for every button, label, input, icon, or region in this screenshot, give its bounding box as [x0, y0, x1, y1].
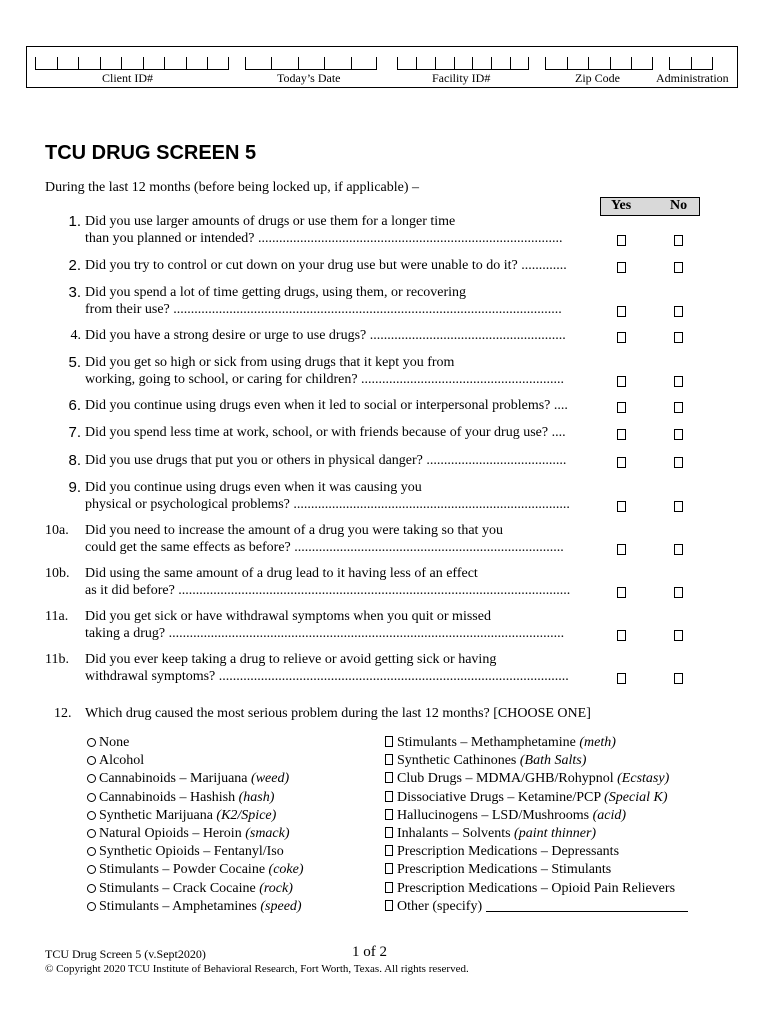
radio-circle-icon[interactable] [87, 902, 96, 911]
drug-option[interactable] [87, 862, 304, 878]
field-tick [121, 57, 122, 69]
question-text: Did you use drugs that put you or others in physical danger? ........................................ [85, 453, 567, 468]
drug-option[interactable] [385, 826, 596, 842]
field-tick [298, 57, 299, 69]
drug-option[interactable] [87, 844, 284, 860]
drug-option[interactable] [385, 862, 611, 878]
checkbox-icon[interactable] [385, 827, 393, 838]
field-tick [610, 57, 611, 69]
field-tick [35, 57, 36, 69]
radio-circle-icon[interactable] [87, 756, 96, 765]
page-title: TCU DRUG SCREEN 5 [45, 142, 257, 164]
page-number: 1 of 2 [352, 944, 387, 960]
yes-header: Yes [611, 198, 632, 213]
radio-circle-icon[interactable] [87, 774, 96, 783]
drug-option-slang: (smack) [245, 826, 290, 841]
drug-option-slang: (hash) [238, 790, 275, 805]
field-tick [588, 57, 589, 69]
question-text-continued: withdrawal symptoms? .................................................................................................... [85, 669, 569, 684]
field-tick [351, 57, 352, 69]
field-tick [245, 57, 246, 69]
drug-option-label: Prescription Medications – Opioid Pain Relievers [397, 881, 676, 896]
drug-option[interactable] [87, 790, 274, 806]
drug-option[interactable] [87, 881, 293, 897]
drug-option-label: Stimulants – Amphetamines [99, 899, 261, 914]
radio-circle-icon[interactable] [87, 811, 96, 820]
field-tick [510, 57, 511, 69]
drug-option[interactable] [87, 735, 129, 751]
question-number: 7. [68, 424, 81, 441]
drug-option-label: Inhalants – Solvents [397, 826, 515, 841]
field-tick [528, 57, 529, 69]
radio-circle-icon[interactable] [87, 738, 96, 747]
drug-option[interactable] [385, 899, 688, 915]
radio-circle-icon[interactable] [87, 865, 96, 874]
question-number: 6. [68, 397, 81, 414]
todays-date-field[interactable] [245, 57, 377, 70]
no-checkbox[interactable] [674, 306, 683, 317]
drug-option-slang: (Ecstasy) [617, 771, 670, 786]
field-tick [164, 57, 165, 69]
radio-circle-icon[interactable] [87, 884, 96, 893]
drug-option-label: Synthetic Marijuana [99, 808, 217, 823]
drug-option-label: Synthetic Cathinones [397, 753, 520, 768]
yes-checkbox[interactable] [617, 429, 626, 440]
drug-option-label: Other (specify) [397, 899, 483, 914]
field-tick [491, 57, 492, 69]
question-text-continued: physical or psychological problems? ............................................................................... [85, 497, 570, 512]
yes-checkbox[interactable] [617, 673, 626, 684]
question-text-continued: from their use? ............................................................................................................... [85, 302, 562, 317]
drug-option[interactable] [385, 753, 586, 769]
drug-option-slang: (weed) [251, 771, 290, 786]
drug-option-label: Club Drugs – MDMA/GHB/Rohypnol [397, 771, 618, 786]
checkbox-icon[interactable] [385, 809, 393, 820]
question-text: Did you need to increase the amount of a drug you were taking so that you [85, 523, 503, 538]
client-id-field[interactable] [35, 57, 229, 70]
no-checkbox[interactable] [674, 402, 683, 413]
checkbox-icon[interactable] [385, 845, 393, 856]
question-text: Did you get sick or have withdrawal symptoms when you quit or missed [85, 609, 491, 624]
question-number: 10b. [45, 566, 70, 581]
other-specify-input[interactable] [486, 899, 688, 912]
intro-text: During the last 12 months (before being locked up, if applicable) – [45, 180, 420, 195]
field-tick [416, 57, 417, 69]
drug-option-label: Stimulants – Powder Cocaine [99, 862, 269, 877]
field-tick [376, 57, 377, 69]
drug-option[interactable] [87, 753, 144, 769]
no-checkbox[interactable] [674, 673, 683, 684]
no-checkbox[interactable] [674, 501, 683, 512]
field-tick [228, 57, 229, 69]
checkbox-icon[interactable] [385, 772, 393, 783]
question-text: Did you ever keep taking a drug to relieve or avoid getting sick or having [85, 652, 497, 667]
checkbox-icon[interactable] [385, 736, 393, 747]
no-checkbox[interactable] [674, 332, 683, 343]
drug-option-label: Hallucinogens – LSD/Mushrooms [397, 808, 593, 823]
question-text: Did you get so high or sick from using drugs that it kept you from [85, 355, 455, 370]
yes-checkbox[interactable] [617, 235, 626, 246]
field-tick [100, 57, 101, 69]
no-header: No [670, 198, 688, 213]
yes-checkbox[interactable] [617, 544, 626, 555]
question-number: 11b. [45, 652, 69, 667]
copyright: © Copyright 2020 TCU Institute of Behavioral Research, Fort Worth, Texas. All rights reserved. [45, 963, 469, 975]
drug-option[interactable] [385, 790, 668, 806]
drug-option-label: None [99, 735, 130, 750]
field-tick [435, 57, 436, 69]
no-checkbox[interactable] [674, 262, 683, 273]
yes-checkbox[interactable] [617, 630, 626, 641]
question-text-continued: taking a drug? ................................................................................................................. [85, 626, 565, 641]
field-tick [324, 57, 325, 69]
facility-id-label: Facility ID# [432, 71, 491, 85]
drug-option[interactable] [87, 899, 302, 915]
zip-code-field[interactable] [545, 57, 653, 70]
field-tick [472, 57, 473, 69]
question-number: 2. [68, 257, 81, 274]
drug-option-label: Alcohol [99, 753, 145, 768]
yes-checkbox[interactable] [617, 262, 626, 273]
drug-option-label: Prescription Medications – Depressants [397, 844, 620, 859]
id-fields-box [26, 46, 738, 88]
todays-date-label: Today’s Date [277, 71, 341, 85]
yes-checkbox[interactable] [617, 457, 626, 468]
no-checkbox[interactable] [674, 429, 683, 440]
question-text-continued: than you planned or intended? ....................................................................................... [85, 231, 563, 246]
question-text: Did you try to control or cut down on your drug use but were unable to do it? ............. [85, 258, 567, 273]
question-12-text: Which drug caused the most serious problem during the last 12 months? [CHOOSE ONE] [85, 706, 591, 721]
question-number: 5. [68, 354, 81, 371]
question-number: 1. [68, 213, 81, 230]
drug-option[interactable] [87, 808, 276, 824]
field-tick [397, 57, 398, 69]
drug-option-slang: (acid) [592, 808, 627, 823]
yes-checkbox[interactable] [617, 376, 626, 387]
question-text-continued: could get the same effects as before? ............................................................................. [85, 540, 564, 555]
field-tick [207, 57, 208, 69]
drug-option[interactable] [87, 771, 289, 787]
drug-option-label: Stimulants – Crack Cocaine [99, 881, 260, 896]
question-text: Did you continue using drugs even when it led to social or interpersonal problems? .... [85, 398, 568, 413]
drug-option-slang: (speed) [260, 899, 302, 914]
question-text: Did you spend a lot of time getting drugs, using them, or recovering [85, 285, 467, 300]
field-tick [186, 57, 187, 69]
drug-option[interactable] [385, 735, 616, 751]
field-tick [545, 57, 546, 69]
drug-option-label: Stimulants – Methamphetamine [397, 735, 580, 750]
radio-circle-icon[interactable] [87, 847, 96, 856]
field-tick [669, 57, 670, 69]
drug-option[interactable] [385, 844, 619, 860]
question-text-continued: as it did before? ................................................................................................................ [85, 583, 571, 598]
client-id-label: Client ID# [102, 71, 153, 85]
drug-option[interactable] [87, 826, 290, 842]
zip-code-label: Zip Code [575, 71, 620, 85]
question-text: Did you continue using drugs even when it was causing you [85, 480, 422, 495]
checkbox-icon[interactable] [385, 791, 393, 802]
drug-option-slang: (coke) [268, 862, 304, 877]
yes-checkbox[interactable] [617, 501, 626, 512]
administration-field[interactable] [669, 57, 713, 70]
field-tick [143, 57, 144, 69]
field-tick [631, 57, 632, 69]
drug-option[interactable] [385, 771, 669, 787]
drug-option-slang: (Special K) [604, 790, 668, 805]
drug-option[interactable] [385, 808, 626, 824]
field-tick [454, 57, 455, 69]
yes-checkbox[interactable] [617, 332, 626, 343]
form-name: TCU Drug Screen 5 (v.Sept2020) [45, 947, 206, 961]
drug-option[interactable] [385, 881, 675, 897]
field-tick [271, 57, 272, 69]
question-number: 4. [70, 328, 81, 343]
checkbox-icon[interactable] [385, 863, 393, 874]
no-checkbox[interactable] [674, 544, 683, 555]
question-text: Did using the same amount of a drug lead to it having less of an effect [85, 566, 478, 581]
no-checkbox[interactable] [674, 457, 683, 468]
drug-option-label: Cannabinoids – Hashish [99, 790, 239, 805]
no-checkbox[interactable] [674, 587, 683, 598]
field-tick [78, 57, 79, 69]
drug-option-label: Synthetic Opioids – Fentanyl/Iso [99, 844, 284, 859]
radio-circle-icon[interactable] [87, 793, 96, 802]
field-tick [712, 57, 713, 69]
yes-checkbox[interactable] [617, 587, 626, 598]
checkbox-icon[interactable] [385, 900, 393, 911]
question-number: 10a. [45, 523, 69, 538]
no-checkbox[interactable] [674, 376, 683, 387]
no-checkbox[interactable] [674, 235, 683, 246]
question-text: Did you use larger amounts of drugs or use them for a longer time [85, 214, 456, 229]
yes-checkbox[interactable] [617, 306, 626, 317]
facility-id-field[interactable] [397, 57, 529, 70]
checkbox-icon[interactable] [385, 882, 393, 893]
drug-option-label: Dissociative Drugs – Ketamine/PCP [397, 790, 605, 805]
yes-checkbox[interactable] [617, 402, 626, 413]
checkbox-icon[interactable] [385, 754, 393, 765]
yes-no-header [600, 197, 700, 216]
drug-option-slang: (paint thinner) [514, 826, 597, 841]
radio-circle-icon[interactable] [87, 829, 96, 838]
question-number: 9. [68, 479, 81, 496]
question-text: Did you spend less time at work, school, or with friends because of your drug use? .... [85, 425, 566, 440]
drug-option-slang: (Bath Salts) [519, 753, 587, 768]
field-tick [567, 57, 568, 69]
question-number: 8. [68, 452, 81, 469]
drug-option-slang: (meth) [579, 735, 616, 750]
administration-label: Administration [656, 71, 729, 85]
question-number: 3. [68, 284, 81, 301]
field-tick [57, 57, 58, 69]
field-tick [652, 57, 653, 69]
question-12-number: 12. [54, 706, 72, 721]
no-checkbox[interactable] [674, 630, 683, 641]
drug-option-label: Natural Opioids – Heroin [99, 826, 246, 841]
question-number: 11a. [45, 609, 69, 624]
field-tick [691, 57, 692, 69]
drug-option-slang: (K2/Spice) [216, 808, 277, 823]
drug-option-label: Cannabinoids – Marijuana [99, 771, 252, 786]
question-text-continued: working, going to school, or caring for children? .......................................................... [85, 372, 565, 387]
question-text: Did you have a strong desire or urge to use drugs? ........................................................ [85, 328, 566, 343]
drug-option-slang: (rock) [259, 881, 293, 896]
drug-option-label: Prescription Medications – Stimulants [397, 862, 612, 877]
